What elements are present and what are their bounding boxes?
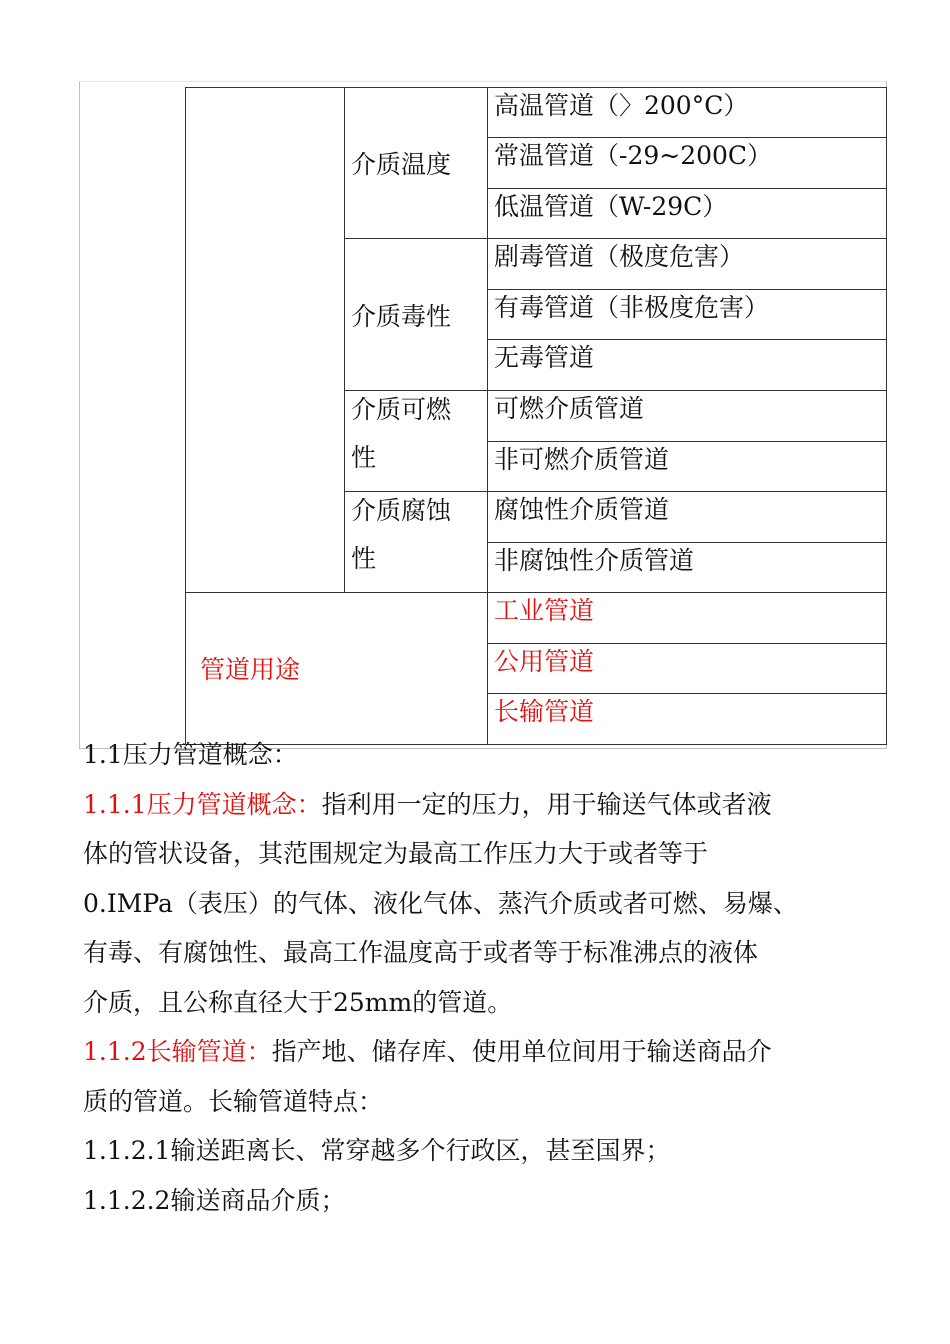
label-1-1-2: 1.1.2长输管道： [83, 1037, 272, 1066]
category-corrosion: 介质腐蚀 性 [351, 496, 452, 573]
item-non-toxic: 无毒管道 [494, 343, 595, 372]
item-non-flammable: 非可燃介质管道 [494, 445, 670, 474]
para-1-line-3: 0.IMPa（表压）的气体、液化气体、蒸汽介质或者可燃、易爆、 [83, 888, 798, 918]
item-flammable: 可燃介质管道 [494, 394, 645, 423]
category-flammability: 介质可燃 性 [351, 395, 452, 472]
col-divider-1 [185, 87, 186, 745]
item-long-distance: 长输管道 [494, 697, 595, 726]
item-normal-temp: 常温管道（-29~200C） [494, 141, 773, 170]
list-item-1: 1.1.2.1输送距离长、常穿越多个行政区，甚至国界； [83, 1136, 671, 1165]
list-item-2: 1.1.2.2输送商品介质； [83, 1185, 346, 1215]
label-1-1-1: 1.1.1压力管道概念： [83, 789, 322, 819]
category-toxicity: 介质毒性 [351, 302, 452, 331]
category-usage: 管道用途 [200, 655, 301, 684]
para-1-line-4: 有毒、有腐蚀性、最高工作温度高于或者等于标准沸点的液体 [83, 938, 759, 967]
item-high-temp: 高温管道（〉200°C） [494, 91, 749, 120]
para-2-line-1: 1.1.2长输管道：指产地、储存库、使用单位间用于输送商品介 [83, 1037, 772, 1066]
para-1-line-5: 介质，且公称直径大于25mm的管道。 [83, 987, 513, 1017]
para-2-line-2: 质的管道。长输管道特点： [83, 1086, 384, 1116]
item-industrial: 工业管道 [494, 596, 595, 625]
body-text [83, 730, 883, 1225]
heading-1-1: 1.1压力管道概念： [83, 740, 298, 769]
col-divider-3 [487, 87, 488, 745]
item-corrosive: 腐蚀性介质管道 [494, 495, 670, 524]
item-toxic: 有毒管道（非极度危害） [494, 293, 770, 322]
item-low-temp: 低温管道（W-29C） [494, 192, 728, 221]
category-temperature: 介质温度 [351, 150, 452, 179]
para-1-line-2: 体的管状设备，其范围规定为最高工作压力大于或者等于 [83, 839, 709, 868]
item-highly-toxic: 剧毒管道（极度危害） [494, 242, 745, 271]
item-public: 公用管道 [494, 647, 595, 676]
col-divider-2 [344, 87, 345, 593]
col-divider-right [886, 87, 887, 745]
para-1-line-1: 1.1.1压力管道概念：指利用一定的压力，用于输送气体或者液 [83, 789, 772, 819]
item-non-corrosive: 非腐蚀性介质管道 [494, 546, 695, 575]
